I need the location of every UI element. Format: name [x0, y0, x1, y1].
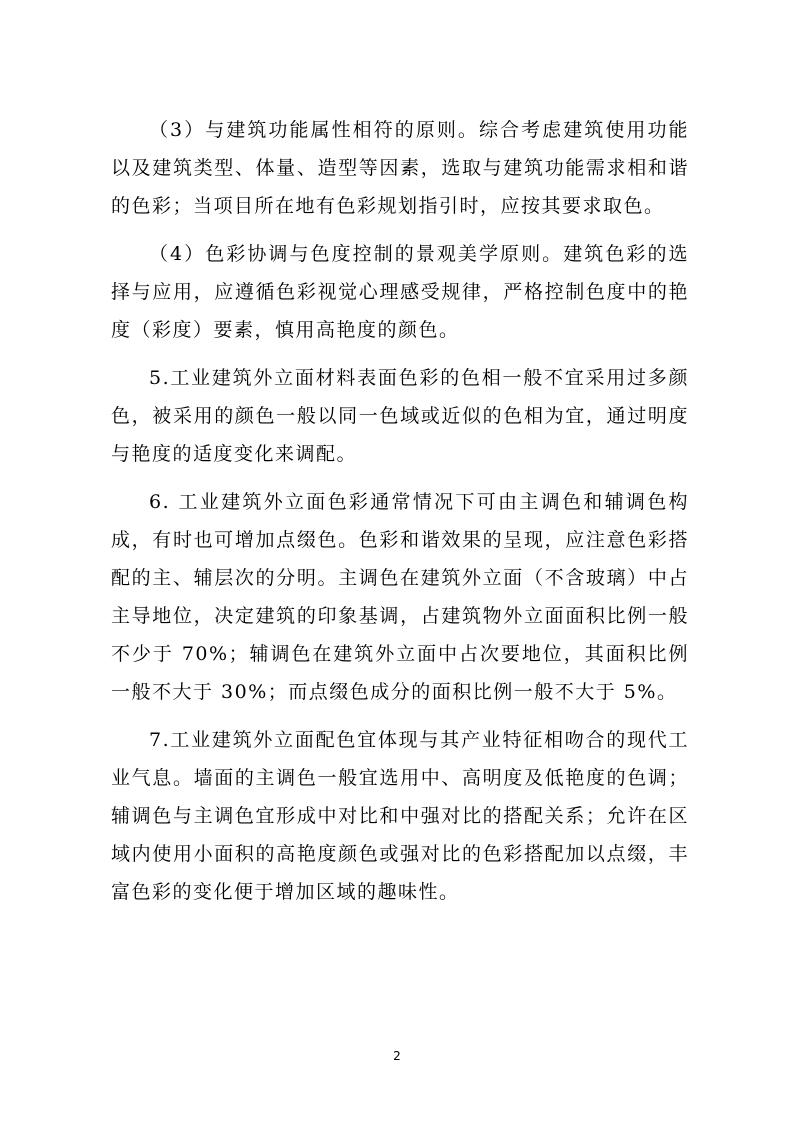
paragraph-principle-3: （3）与建筑功能属性相符的原则。综合考虑建筑使用功能以及建筑类型、体量、造型等因素，选取与建筑功能需求相和谐的色彩；当项目所在地有色彩规划指引时，应按其要求取色。	[111, 119, 689, 217]
document-body	[111, 111, 689, 911]
paragraph-item-5: 5.工业建筑外立面材料表面色彩的色相一般不宜采用过多颜色，被采用的颜色一般以同一色域或近似的色相为宜，通过明度与艳度的适度变化来调配。	[111, 367, 689, 465]
paragraph-item-7: 7.工业建筑外立面配色宜体现与其产业特征相吻合的现代工业气息。墙面的主调色一般宜选用中、高明度及低艳度的色调；辅调色与主调色宜形成中对比和中强对比的搭配关系；允许在区域内使用小面积的高艳度颜色或强对比的色彩搭配加以点缀，丰富色彩的变化便于增加区域的趣味性。	[111, 729, 689, 903]
page-number: 2	[393, 1049, 401, 1063]
paragraph-principle-4: （4）色彩协调与色度控制的景观美学原则。建筑色彩的选择与应用，应遵循色彩视觉心理感受规律，严格控制色度中的艳度（彩度）要素，慎用高艳度的颜色。	[111, 243, 689, 341]
paragraph-item-6: 6. 工业建筑外立面色彩通常情况下可由主调色和辅调色构成，有时也可增加点缀色。色彩和谐效果的呈现，应注意色彩搭配的主、辅层次的分明。主调色在建筑外立面（不含玻璃）中占主导地位，决定建筑的印象基调，占建筑物外立面面积比例一般不少于 70%；辅调色在建筑外立面中占次要地位，其面积比例一般不大于 30%；而点缀色成分的面积比例一般不大于 5%。	[111, 491, 689, 703]
